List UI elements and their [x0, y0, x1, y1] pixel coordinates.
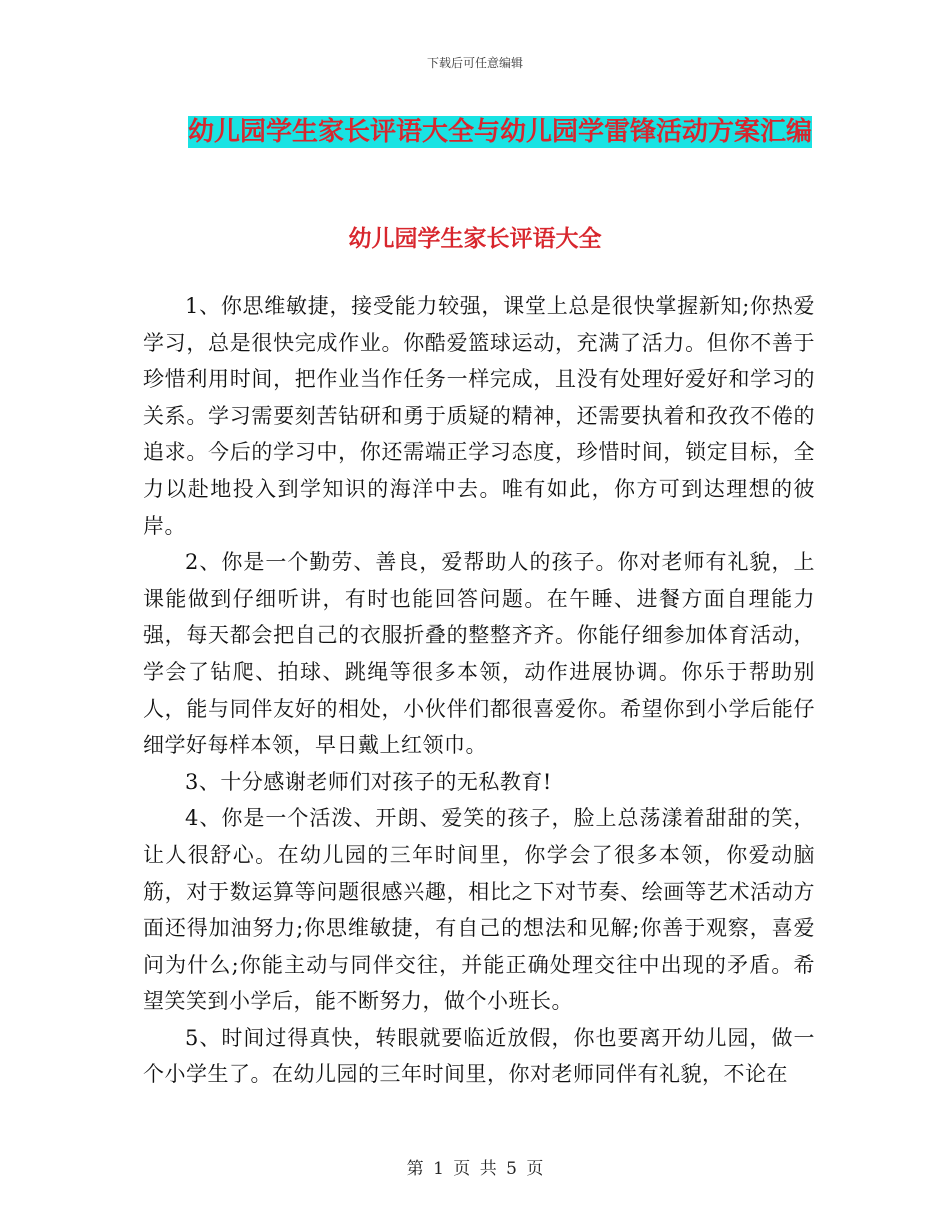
document-title-text: 幼儿园学生家长评语大全与幼儿园学雷锋活动方案汇编 — [187, 117, 812, 147]
document-title — [150, 108, 850, 156]
header-note: 下载后可任意编辑 — [426, 56, 523, 70]
paragraph-4: 4、你是一个活泼、开朗、爱笑的孩子，脸上总荡漾着甜甜的笑，让人很舒心。在幼儿园的三年时间里，你学会了很多本领，你爱动脑筋，对于数运算等问题很感兴趣，相比之下对节奏、绘画等艺术活动方面还得加油努力;你思维敏捷，有自己的想法和见解;你善于观察，喜爱问为什么;你能主动与同伴交往，并能正确处理交往中出现的矛盾。希望笑笑到小学后，能不断努力，做个小班长。 — [143, 806, 815, 1014]
page-number: 第 1 页 共 5 页 — [406, 1159, 544, 1179]
paragraph-5: 5、时间过得真快，转眼就要临近放假，你也要离开幼儿园，做一个小学生了。在幼儿园的三年时间里，你对老师同伴有礼貌，不论在 — [143, 1025, 815, 1087]
document-body — [143, 288, 815, 1093]
paragraph-3: 3、十分感谢老师们对孩子的无私教育! — [185, 769, 552, 794]
section-title: 幼儿园学生家长评语大全 — [348, 226, 602, 252]
paragraph-2: 2、你是一个勤劳、善良，爱帮助人的孩子。你对老师有礼貌，上课能做到仔细听讲，有时也能回答问题。在午睡、进餐方面自理能力强，每天都会把自己的衣服折叠的整整齐齐。你能仔细参加体育活动，学会了钻爬、拍球、跳绳等很多本领，动作进展协调。你乐于帮助别人，能与同伴友好的相处，小伙伴们都很喜爱你。希望你到小学后能仔细学好每样本领，早日戴上红领巾。 — [143, 550, 815, 758]
paragraph-1: 1、你思维敏捷，接受能力较强，课堂上总是很快掌握新知;你热爱学习，总是很快完成作业。你酷爱篮球运动，充满了活力。但你不善于珍惜利用时间，把作业当作任务一样完成，且没有处理好爱好和学习的关系。学习需要刻苦钻研和勇于质疑的精神，还需要执着和孜孜不倦的追求。今后的学习中，你还需端正学习态度，珍惜时间，锁定目标，全力以赴地投入到学知识的海洋中去。唯有如此，你方可到达理想的彼岸。 — [143, 294, 815, 538]
